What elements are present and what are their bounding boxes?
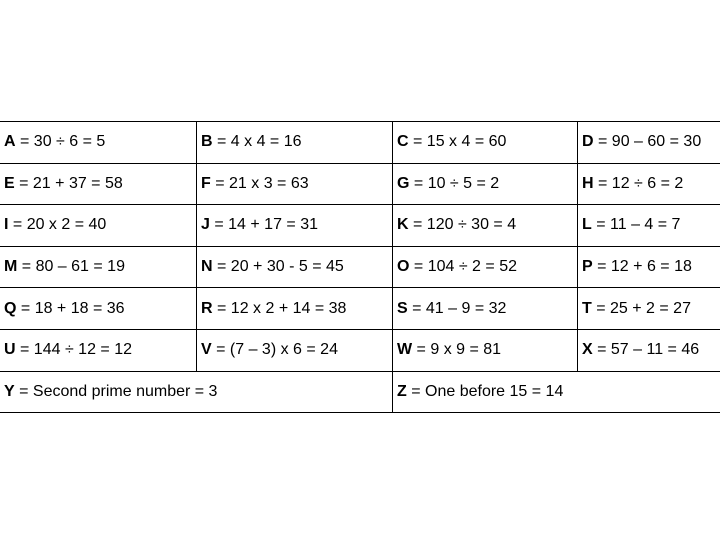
cell-t [578, 288, 720, 330]
cell-y [0, 371, 393, 413]
equation-text: = 9 x 9 = 81 [412, 341, 502, 359]
equation-text: = 144 ÷ 12 = 12 [15, 341, 132, 359]
cell-u [0, 329, 197, 371]
table-row [0, 371, 720, 413]
letter-label: W [397, 341, 413, 359]
equation-text: = 90 – 60 = 30 [593, 133, 702, 151]
cell-r [197, 288, 393, 330]
cell-a [0, 122, 197, 164]
letter-cipher-table [0, 121, 720, 413]
equation-text: = 20 x 2 = 40 [8, 216, 107, 234]
equation-text: = 12 x 2 + 14 = 38 [212, 299, 347, 317]
cell-m [0, 246, 197, 288]
letter-label: V [201, 341, 212, 359]
equation-text: = 41 – 9 = 32 [407, 299, 507, 317]
cell-e [0, 163, 197, 205]
letter-label: G [397, 174, 410, 192]
cell-j [197, 205, 393, 247]
equation-text: = 12 ÷ 6 = 2 [593, 174, 684, 192]
letter-label: E [4, 174, 15, 192]
cell-b [197, 122, 393, 164]
letter-label: X [582, 341, 593, 359]
cell-w [393, 329, 578, 371]
letter-label: H [582, 174, 594, 192]
equation-text: = 25 + 2 = 27 [591, 299, 691, 317]
letter-label: A [4, 133, 16, 151]
cell-l [578, 205, 720, 247]
letter-label: C [397, 133, 409, 151]
cell-s [393, 288, 578, 330]
cell-c [393, 122, 578, 164]
letter-label: F [201, 174, 211, 192]
cell-x [578, 329, 720, 371]
cell-d [578, 122, 720, 164]
letter-label: I [4, 216, 9, 234]
equation-text: = 18 + 18 = 36 [16, 299, 125, 317]
equation-text: = 10 ÷ 5 = 2 [409, 174, 500, 192]
letter-label: O [397, 258, 410, 276]
cell-g [393, 163, 578, 205]
table-row [0, 205, 720, 247]
cell-q [0, 288, 197, 330]
equation-text: = 21 x 3 = 63 [210, 174, 309, 192]
equation-text: = 57 – 11 = 46 [592, 341, 700, 359]
cell-z [393, 371, 720, 413]
letter-label: N [201, 258, 213, 276]
table-row [0, 122, 720, 164]
cell-k [393, 205, 578, 247]
cell-p [578, 246, 720, 288]
equation-text: = 80 – 61 = 19 [17, 258, 125, 276]
equation-text: = (7 – 3) x 6 = 24 [211, 341, 338, 359]
equation-text: = 20 + 30 - 5 = 45 [212, 258, 344, 276]
letter-label: Q [4, 299, 17, 317]
letter-label: K [397, 216, 409, 234]
equation-text: = 104 ÷ 2 = 52 [409, 258, 517, 276]
cell-f [197, 163, 393, 205]
equation-text: = 30 ÷ 6 = 5 [15, 133, 106, 151]
equation-text: = One before 15 = 14 [406, 382, 564, 400]
equation-text: = 14 + 17 = 31 [209, 216, 318, 234]
cell-h [578, 163, 720, 205]
letter-label: L [582, 216, 592, 234]
equation-text: = 12 + 6 = 18 [592, 258, 692, 276]
letter-label: D [582, 133, 594, 151]
equation-text: = 120 ÷ 30 = 4 [408, 216, 517, 234]
letter-label: T [582, 299, 592, 317]
table-row [0, 246, 720, 288]
letter-label: R [201, 299, 213, 317]
equation-text: = 15 x 4 = 60 [408, 133, 507, 151]
letter-label: S [397, 299, 408, 317]
letter-label: Z [397, 382, 407, 400]
table-row [0, 163, 720, 205]
equation-text: = 21 + 37 = 58 [14, 174, 123, 192]
letter-label: P [582, 258, 593, 276]
letter-label: J [201, 216, 210, 234]
table-row [0, 329, 720, 371]
letter-label: B [201, 133, 213, 151]
letter-label: Y [4, 382, 15, 400]
cell-i [0, 205, 197, 247]
equation-text: = 4 x 4 = 16 [212, 133, 302, 151]
letter-label: U [4, 341, 16, 359]
equation-text: = 11 – 4 = 7 [591, 216, 681, 234]
cell-n [197, 246, 393, 288]
table-row [0, 288, 720, 330]
letter-label: M [4, 258, 18, 276]
cell-o [393, 246, 578, 288]
cell-v [197, 329, 393, 371]
equation-text: = Second prime number = 3 [14, 382, 218, 400]
